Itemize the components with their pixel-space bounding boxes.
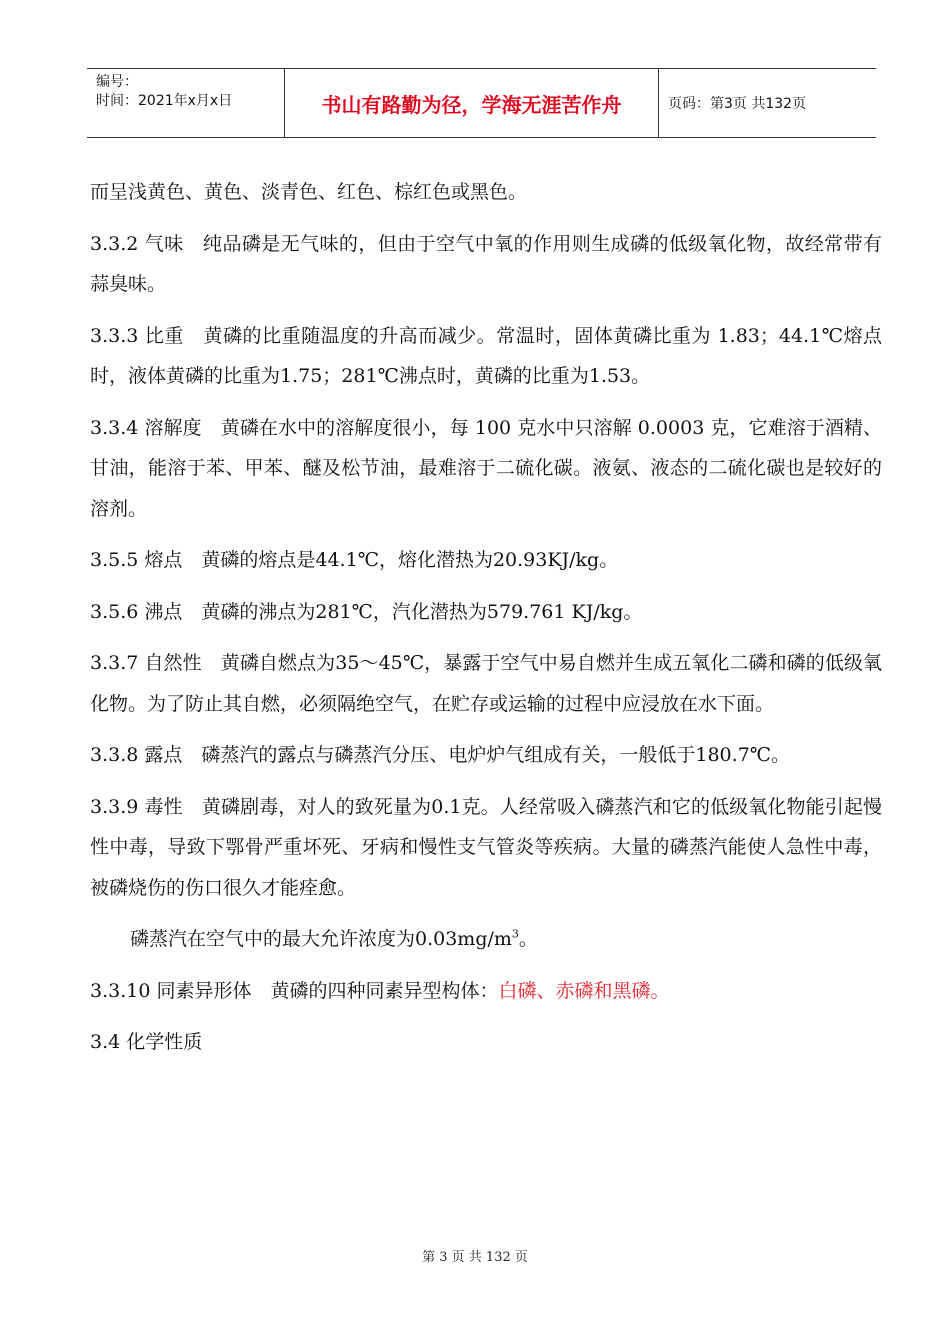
allotropes-highlight: 白磷、赤磷和黑磷。 xyxy=(498,979,670,1002)
exposure-limit-superscript: 3 xyxy=(511,927,519,941)
paragraph-exposure-limit xyxy=(90,919,882,960)
paragraph-autoignition: 3.3.7 自然性 黄磷自燃点为35～45℃，暴露于空气中易自燃并生成五氧化二磷和磷的低级氧化物。为了防止其自燃，必须隔绝空气，在贮存或运输的过程中应浸放在水下面。 xyxy=(90,652,882,715)
header-motto: 书山有路勤为径，学海无涯苦作舟 xyxy=(285,69,659,137)
exposure-limit-tail: 。 xyxy=(518,928,538,950)
paragraph-allotropes xyxy=(90,971,882,1012)
section-heading: 3.4 化学性质 xyxy=(90,1031,203,1053)
document-body xyxy=(90,172,882,1074)
paragraph-odor: 3.3.2 气味 纯品磷是无气味的，但由于空气中氧的作用则生成磷的低级氧化物，故经常带有蒜臭味。 xyxy=(90,232,882,295)
page-header xyxy=(87,68,876,138)
paragraph-boiling-point: 3.5.6 沸点 黄磷的沸点为281℃，汽化潜热为579.761 KJ/kg。 xyxy=(90,600,643,623)
header-meta xyxy=(87,69,285,137)
header-page-info: 页码：第3页 共132页 xyxy=(668,96,807,112)
paragraph-solubility: 3.3.4 溶解度 黄磷在水中的溶解度很小，每 100 克水中只溶解 0.0003 克，它难溶于酒精、甘油，能溶于苯、甲苯、醚及松节油，最难溶于二硫化碳。液氨、液态的二硫化碳也是较好的溶剂。 xyxy=(90,416,882,520)
time-label: 时间：2021年x月x日 xyxy=(96,93,233,109)
paragraph-toxicity: 3.3.9 毒性 黄磷剧毒，对人的致死量为0.1克。人经常吸入磷蒸汽和它的低级氧化物能引起慢性中毒，导致下鄂骨严重坏死、牙病和慢性支气管炎等疾病。大量的磷蒸汽能使人急性中毒，被磷烧伤的伤口很久才能痊愈。 xyxy=(90,795,882,899)
number-label: 编号： xyxy=(96,74,138,90)
paragraph-dew-point: 3.3.8 露点 磷蒸汽的露点与磷蒸汽分压、电炉炉气组成有关，一般低于180.7℃。 xyxy=(90,744,791,766)
allotropes-text: 3.3.10 同素异形体 黄磷的四种同素异型构体： xyxy=(90,979,499,1002)
page-footer: 第 3 页 共 132 页 xyxy=(422,1250,528,1265)
paragraph-colors: 而呈浅黄色、黄色、淡青色、红色、棕红色或黑色。 xyxy=(90,181,528,203)
paragraph-density: 3.3.3 比重 黄磷的比重随温度的升高而减少。常温时，固体黄磷比重为 1.83；44.1℃熔点时，液体黄磷的比重为1.75；281℃沸点时，黄磷的比重为1.53。 xyxy=(90,324,882,387)
paragraph-melting-point: 3.5.5 熔点 黄磷的熔点是44.1℃，熔化潜热为20.93KJ/kg。 xyxy=(90,549,619,571)
exposure-limit-text: 磷蒸汽在空气中的最大允许浓度为0.03mg/m xyxy=(130,928,512,950)
